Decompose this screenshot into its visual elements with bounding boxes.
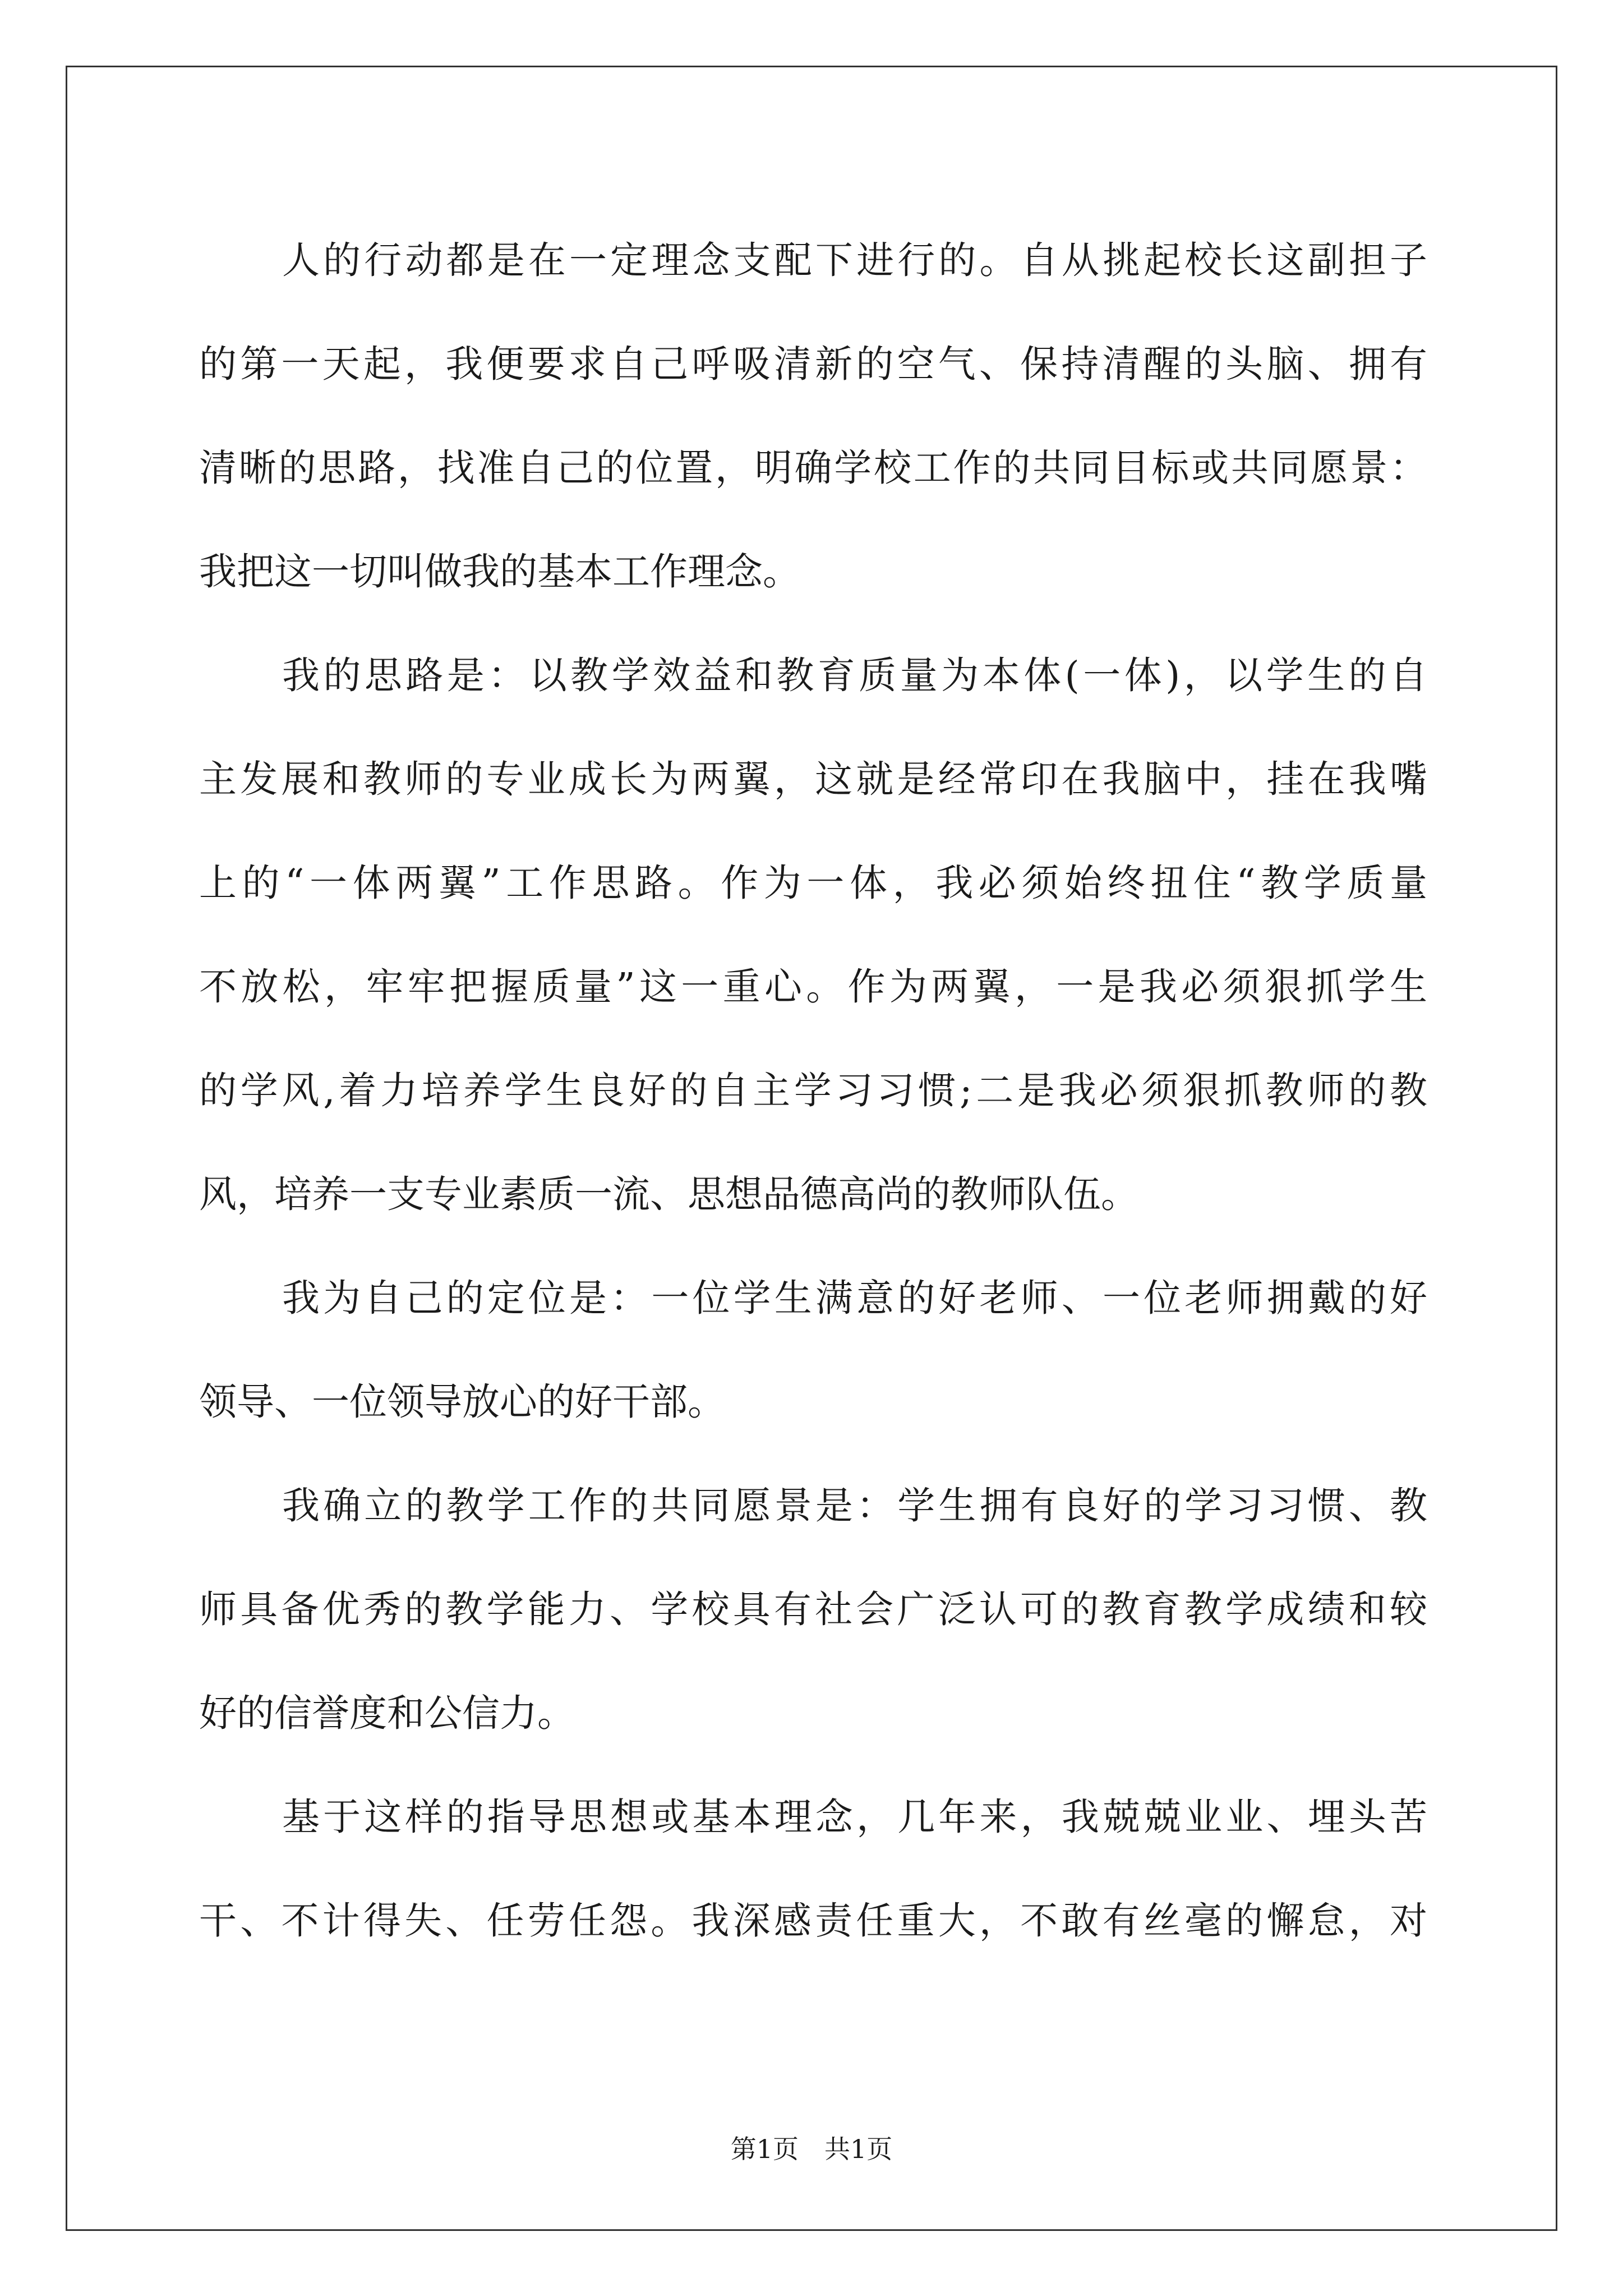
text-line: 干、不计得失、任劳任怨。我深感责任重大，不敢有丝毫的懈怠，对	[199, 1899, 1427, 1943]
text-line: 基于这样的指导思想或基本理念，几年来，我兢兢业业、埋头苦	[282, 1795, 1427, 1839]
text-line: 我为自己的定位是：一位学生满意的好老师、一位老师拥戴的好	[282, 1276, 1427, 1320]
text-line: 的学风,着力培养学生良好的自主学习习惯;二是我必须狠抓教师的教	[199, 1069, 1427, 1112]
text-line: 不放松，牢牢把握质量”这一重心。作为两翼，一是我必须狠抓学生	[199, 965, 1427, 1009]
text-line: 我的思路是：以教学效益和教育质量为本体(一体)，以学生的自	[282, 654, 1427, 697]
text-line: 清晰的思路，找准自己的位置，明确学校工作的共同目标或共同愿景：	[199, 446, 1427, 490]
text-line: 风，培养一支专业素质一流、思想品德高尚的教师队伍。	[199, 1172, 1138, 1216]
page-number-footer: 第1页 共1页	[730, 2134, 893, 2164]
text-line: 我把这一切叫做我的基本工作理念。	[199, 550, 800, 593]
text-line: 师具备优秀的教学能力、学校具有社会广泛认可的教育教学成绩和较	[199, 1588, 1427, 1631]
document-body	[199, 209, 1427, 1973]
text-line: 主发展和教师的专业成长为两翼，这就是经常印在我脑中，挂在我嘴	[199, 757, 1427, 801]
text-line: 我确立的教学工作的共同愿景是：学生拥有良好的学习习惯、教	[282, 1484, 1427, 1527]
text-line: 好的信誉度和公信力。	[199, 1691, 575, 1735]
text-line: 上的“一体两翼”工作思路。作为一体，我必须始终扭住“教学质量	[199, 861, 1427, 905]
text-line: 领导、一位领导放心的好干部。	[199, 1380, 725, 1424]
text-line: 的第一天起，我便要求自己呼吸清新的空气、保持清醒的头脑、拥有	[199, 342, 1427, 386]
text-line: 人的行动都是在一定理念支配下进行的。自从挑起校长这副担子	[282, 238, 1427, 282]
